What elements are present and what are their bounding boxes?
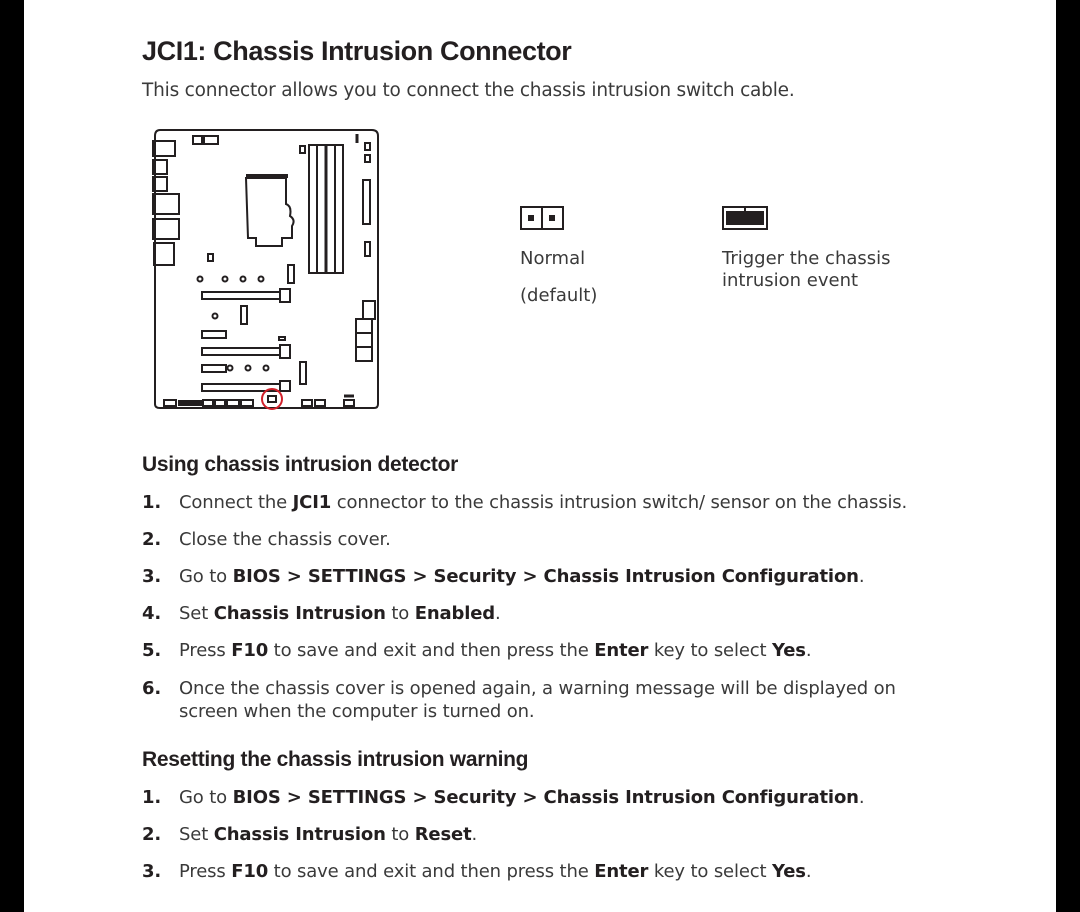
list-item: 2. Close the chassis cover. bbox=[142, 529, 391, 550]
list-item: 6. Once the chassis cover is opened again, a warning message will be displayed on screen when the computer is turned on. bbox=[142, 678, 896, 722]
list-item: 3. Press F10 to save and exit and then press the Enter key to select Yes. bbox=[142, 861, 812, 882]
jci1-connector bbox=[268, 396, 276, 402]
list-item: 1. Go to BIOS > SETTINGS > Security > Chassis Intrusion Configuration. bbox=[142, 787, 865, 808]
section-heading-resetting-warning: Resetting the chassis intrusion warning bbox=[142, 748, 529, 771]
jumper-normal-sublabel: (default) bbox=[520, 285, 598, 306]
intro-text: This connector allows you to connect the chassis intrusion switch cable. bbox=[142, 80, 795, 101]
motherboard-diagram-icon bbox=[150, 126, 382, 416]
list-item: 1. Connect the JCI1 connector to the chassis intrusion switch/ sensor on the chassis. bbox=[142, 492, 908, 513]
list-item: 5. Press F10 to save and exit and then press the Enter key to select Yes. bbox=[142, 640, 812, 661]
jumper-closed-icon bbox=[722, 206, 768, 230]
list-item: 2. Set Chassis Intrusion to Reset. bbox=[142, 824, 478, 845]
section-heading-using-detector: Using chassis intrusion detector bbox=[142, 453, 458, 476]
page-title: JCI1: Chassis Intrusion Connector bbox=[142, 36, 572, 66]
manual-page bbox=[24, 0, 1056, 912]
jumper-trigger-label-line1: Trigger the chassis bbox=[722, 248, 891, 269]
list-item: 3. Go to BIOS > SETTINGS > Security > Chassis Intrusion Configuration. bbox=[142, 566, 865, 587]
jumper-normal-label: Normal bbox=[520, 248, 586, 269]
jumper-open-icon bbox=[520, 206, 564, 230]
list-item: 4. Set Chassis Intrusion to Enabled. bbox=[142, 603, 501, 624]
jumper-trigger-label-line2: intrusion event bbox=[722, 270, 859, 291]
